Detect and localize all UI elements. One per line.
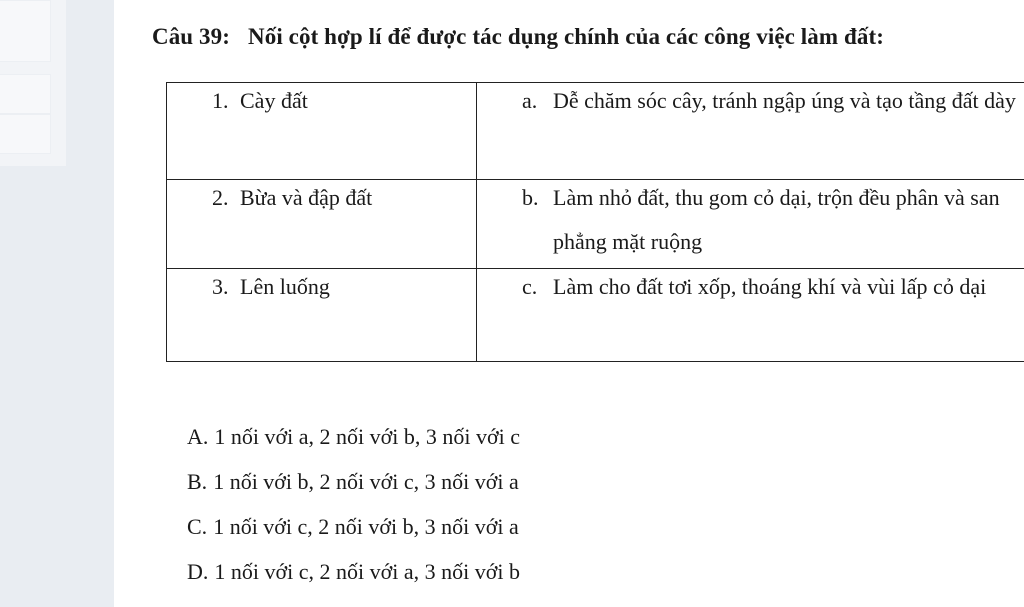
table-row — [167, 180, 1024, 269]
sidebar-thumbnail[interactable] — [0, 74, 51, 114]
option-text: 1 nối với b, 2 nối với c, 3 nối với a — [213, 469, 519, 494]
option-text: 1 nối với c, 2 nối với b, 3 nối với a — [213, 514, 519, 539]
item-text: Bừa và đập đất — [240, 185, 373, 210]
table-cell-right — [477, 180, 1024, 269]
matching-table — [166, 82, 1024, 362]
sidebar-panel — [0, 0, 66, 166]
table-cell-left — [167, 83, 477, 180]
sidebar-thumbnail[interactable] — [0, 0, 51, 62]
effect-letter: c. — [522, 274, 538, 299]
option-text: 1 nối với a, 2 nối với b, 3 nối với c — [214, 424, 520, 449]
effect-letter: a. — [522, 88, 538, 113]
effect-text: Làm cho đất tơi xốp, thoáng khí và vùi lấp cỏ dại — [553, 274, 987, 299]
answer-option-d[interactable] — [187, 557, 520, 602]
table-cell-right — [477, 83, 1024, 180]
table-row — [167, 269, 1024, 362]
effect-letter: b. — [522, 185, 539, 210]
question-title — [152, 24, 884, 50]
effect-text: Dễ chăm sóc cây, tránh ngập úng và tạo tầng đất dày — [553, 88, 1016, 113]
question-text: Nối cột hợp lí để được tác dụng chính của các công việc làm đất: — [248, 24, 885, 49]
sidebar-thumbnail[interactable] — [0, 114, 51, 154]
answer-option-c[interactable] — [187, 512, 520, 557]
item-text: Lên luống — [240, 274, 330, 299]
table-cell-right — [477, 269, 1024, 362]
answer-option-a[interactable] — [187, 422, 520, 467]
item-text: Cày đất — [240, 88, 308, 113]
effect-text: Làm nhỏ đất, thu gom cỏ dại, trộn đều phân và san phẳng mặt ruộng — [553, 185, 1000, 254]
option-label: C. — [187, 514, 208, 539]
option-text: 1 nối với c, 2 nối với a, 3 nối với b — [214, 559, 520, 584]
table-cell-left — [167, 269, 477, 362]
option-label: A. — [187, 424, 209, 449]
table-cell-left — [167, 180, 477, 269]
item-number: 2. — [212, 185, 229, 210]
item-number: 3. — [212, 274, 229, 299]
option-label: B. — [187, 469, 208, 494]
left-sidebar — [0, 0, 114, 607]
document-page — [114, 0, 1024, 607]
question-number: Câu 39: — [152, 24, 231, 49]
table-row — [167, 83, 1024, 180]
option-label: D. — [187, 559, 209, 584]
answer-options — [187, 422, 520, 602]
answer-option-b[interactable] — [187, 467, 520, 512]
item-number: 1. — [212, 88, 229, 113]
